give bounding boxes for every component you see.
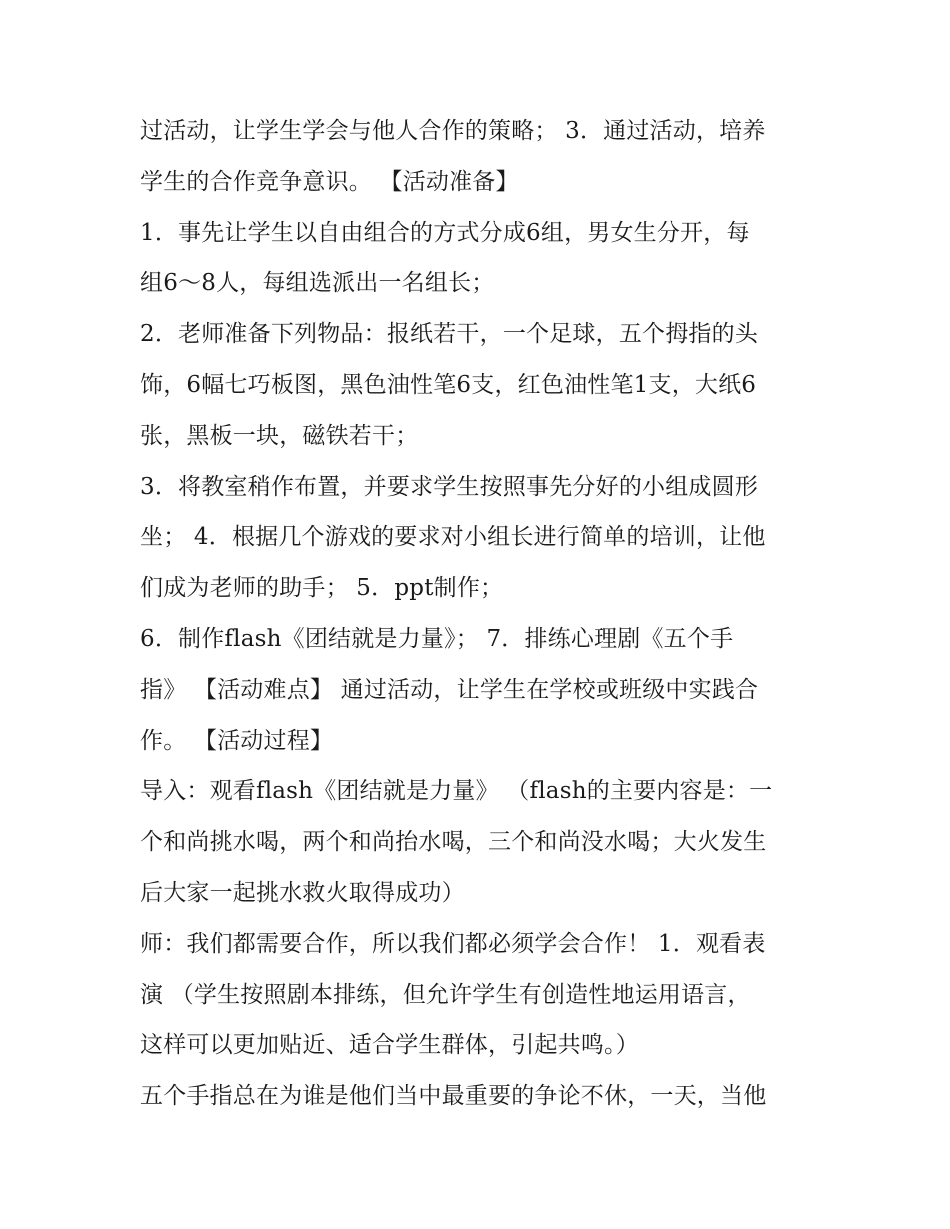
text-line: 饰，6幅七巧板图，黑色油性笔6支，红色油性笔1支，大纸6 xyxy=(140,371,757,398)
text-line: 学生的合作竞争意识。 【活动准备】 xyxy=(140,168,519,195)
text-line: 师：我们都需要合作，所以我们都必须学会合作！ 1．观看表 xyxy=(140,930,766,957)
text-line: 这样可以更加贴近、适合学生群体，引起共鸣。） xyxy=(140,1032,639,1059)
text-line: 1．事先让学生以自由组合的方式分成6组，男女生分开，每 xyxy=(140,219,750,246)
text-line: 演 （学生按照剧本排练，但允许学生有创造性地运用语言， xyxy=(140,981,751,1008)
text-line: 3．将教室稍作布置，并要求学生按照事先分好的小组成圆形 xyxy=(140,473,759,500)
text-line: 组6～8人，每组选派出一名组长； xyxy=(140,270,495,297)
text-line: 2．老师准备下列物品：报纸若干，一个足球，五个拇指的头 xyxy=(140,321,759,348)
text-line: 们成为老师的助手； 5．ppt制作； xyxy=(140,575,504,602)
document-body xyxy=(140,106,820,1122)
text-line: 张，黑板一块，磁铁若干； xyxy=(140,422,419,449)
text-line: 个和尚挑水喝，两个和尚抬水喝，三个和尚没水喝；大火发生 xyxy=(140,829,767,856)
text-line: 指》 【活动难点】 通过活动，让学生在学校或班级中实践合 xyxy=(140,676,759,703)
text-line: 6．制作flash《团结就是力量》； 7．排练心理剧《五个手 xyxy=(140,625,734,652)
text-line: 过活动，让学生学会与他人合作的策略； 3．通过活动，培养 xyxy=(140,118,766,144)
text-line: 作。 【活动过程】 xyxy=(140,727,334,754)
text-line: 导入：观看flash《团结就是力量》 （flash的主要内容是：一 xyxy=(140,778,773,805)
text-line: 五个手指总在为谁是他们当中最重要的争论不休，一天，当他 xyxy=(140,1083,767,1110)
text-line: 后大家一起挑水救火取得成功） xyxy=(140,879,465,906)
text-line: 坐； 4．根据几个游戏的要求对小组长进行简单的培训，让他 xyxy=(140,524,766,551)
